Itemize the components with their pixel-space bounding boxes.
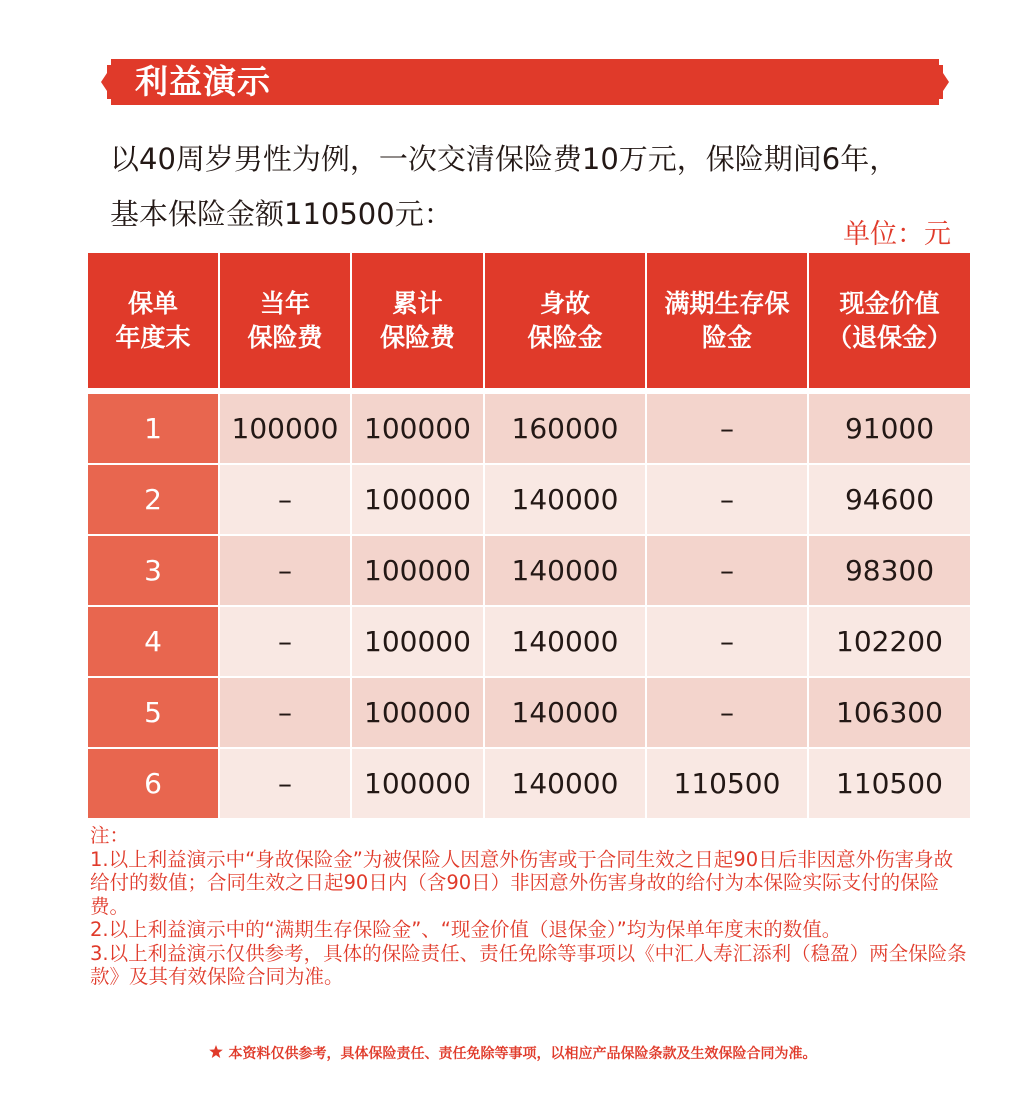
table-body (88, 394, 964, 818)
table-header-row (88, 253, 964, 388)
cell-maturity-benefit: – (647, 678, 807, 747)
cell-cash-value: 98300 (809, 536, 970, 605)
cell-cash-value: 106300 (809, 678, 970, 747)
cell-death-benefit: 140000 (485, 678, 645, 747)
cell-year: 5 (88, 678, 218, 747)
cell-death-benefit: 140000 (485, 749, 645, 818)
cell-cumulative-premium: 100000 (352, 465, 483, 534)
cell-year: 4 (88, 607, 218, 676)
note-item: 2.以上利益演示中的“满期生存保险金”、“现金价值（退保金）”均为保单年度末的数值。 (90, 918, 842, 941)
cell-year: 2 (88, 465, 218, 534)
cell-maturity-benefit: – (647, 465, 807, 534)
intro-text (110, 132, 970, 242)
intro-line-2: 基本保险金额110500元： (110, 197, 453, 231)
cell-cumulative-premium: 100000 (352, 749, 483, 818)
cell-cash-value: 94600 (809, 465, 970, 534)
header-death-benefit: 身故 保险金 (485, 253, 645, 388)
cell-year: 1 (88, 394, 218, 463)
cell-cumulative-premium: 100000 (352, 607, 483, 676)
cell-cash-value: 110500 (809, 749, 970, 818)
cell-death-benefit: 160000 (485, 394, 645, 463)
cell-annual-premium: 100000 (220, 394, 350, 463)
title-banner (101, 57, 949, 107)
header-cumulative-premium: 累计 保险费 (352, 253, 483, 388)
cell-annual-premium: – (220, 536, 350, 605)
table-row (88, 394, 964, 463)
cell-death-benefit: 140000 (485, 607, 645, 676)
table-row (88, 749, 964, 818)
cell-annual-premium: – (220, 465, 350, 534)
benefit-table (88, 253, 964, 820)
cell-maturity-benefit: – (647, 394, 807, 463)
table-row (88, 536, 964, 605)
table-row (88, 465, 964, 534)
unit-label: 单位：元 (843, 219, 951, 250)
table-row (88, 678, 964, 747)
footer-text: 本资料仅供参考，具体保险责任、责任免除等事项，以相应产品保险条款及生效保险合同为准。 (228, 1046, 817, 1062)
cell-maturity-benefit: – (647, 536, 807, 605)
cell-cumulative-premium: 100000 (352, 536, 483, 605)
cell-maturity-benefit: 110500 (647, 749, 807, 818)
cell-annual-premium: – (220, 678, 350, 747)
cell-maturity-benefit: – (647, 607, 807, 676)
notes (90, 824, 970, 989)
cell-cumulative-premium: 100000 (352, 678, 483, 747)
header-policy-year: 保单 年度末 (88, 253, 218, 388)
cell-cash-value: 102200 (809, 607, 970, 676)
note-item: 3.以上利益演示仅供参考，具体的保险责任、责任免除等事项以《中汇人寿汇添利（稳盈）两全保险条款》及其有效保险合同为准。 (90, 941, 967, 988)
header-cash-value: 现金价值 （退保金） (809, 253, 970, 388)
cell-annual-premium: – (220, 607, 350, 676)
cell-cumulative-premium: 100000 (352, 394, 483, 463)
intro-line-1: 以40周岁男性为例，一次交清保险费10万元，保险期间6年， (110, 142, 899, 176)
table-row (88, 607, 964, 676)
star-icon (209, 1045, 223, 1062)
cell-cash-value: 91000 (809, 394, 970, 463)
cell-year: 3 (88, 536, 218, 605)
note-item: 1.以上利益演示中“身故保险金”为被保险人因意外伤害或于合同生效之日起90日后非因意外伤害身故给付的数值；合同生效之日起90日内（含90日）非因意外伤害身故的给付为本保险实际支付的保险费。 (90, 847, 954, 918)
header-annual-premium: 当年 保险费 (220, 253, 350, 388)
footer-disclaimer (0, 1043, 1025, 1063)
cell-death-benefit: 140000 (485, 536, 645, 605)
header-maturity-benefit: 满期生存保 险金 (647, 253, 807, 388)
cell-year: 6 (88, 749, 218, 818)
section-title: 利益演示 (135, 62, 271, 101)
cell-death-benefit: 140000 (485, 465, 645, 534)
notes-title: 注： (90, 824, 130, 847)
cell-annual-premium: – (220, 749, 350, 818)
